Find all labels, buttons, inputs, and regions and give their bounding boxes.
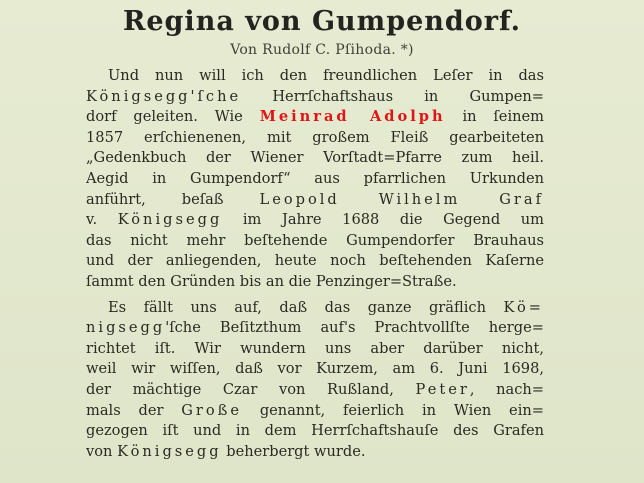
text-line: [86, 380, 544, 401]
text-run: Und nun will ich den freundlichen Leſer in das: [108, 67, 544, 84]
spaced-name: Peter: [415, 380, 470, 398]
text-run: , nach=: [469, 380, 544, 398]
highlighted-name: Meinrad Adolph: [259, 108, 446, 126]
text-run: „Gedenkbuch der Wiener Vorſtadt=Pfarre zum heil.: [86, 149, 544, 167]
text-line: [86, 128, 544, 149]
text-run: anführt, beſaß: [86, 190, 260, 208]
text-line: [86, 107, 544, 128]
text-line: [86, 359, 544, 380]
text-line: [86, 66, 544, 87]
text-line: [86, 87, 544, 108]
text-run: und der anliegenden, heute noch beſtehenden Kaſerne: [86, 252, 544, 270]
text-line: [86, 318, 544, 339]
text-run: Aegid in Gumpendorf“ aus pfarrlichen Urkunden: [86, 169, 544, 187]
text-line: [86, 421, 544, 442]
article-title: Regina von Gumpendorf.: [122, 6, 522, 37]
text-run: von: [86, 442, 118, 460]
text-line: [86, 169, 544, 190]
text-run: genannt, feierlich in Wien ein=: [242, 401, 544, 419]
text-run: ſammt den Gründen bis an die Penzinger=Straße.: [86, 272, 457, 290]
text-run: mals der: [86, 401, 182, 419]
text-run: gezogen iſt und in dem Herrſchaftshauſe des Grafen: [86, 422, 544, 440]
text-run: im Jahre 1688 die Gegend um: [222, 211, 544, 229]
text-run: richtet iſt. Wir wundern uns aber darüber nicht,: [86, 339, 544, 357]
text-line: [86, 442, 544, 463]
text-run: beherbergt wurde.: [221, 442, 366, 460]
text-run: weil wir wiſſen, daß vor Kurzem, am 6. Juni 1698,: [86, 360, 544, 378]
text-line: [86, 401, 544, 422]
text-line: [86, 231, 544, 252]
article-body: [86, 66, 544, 462]
text-run: Herrſchaftshaus in Gumpen=: [241, 87, 544, 105]
text-line: [86, 148, 544, 169]
text-run: das nicht mehr beſtehende Gumpendorfer Brauhaus: [86, 231, 544, 249]
spaced-name: Leopold Wilhelm Graf: [259, 190, 544, 208]
spaced-name: Königsegg: [117, 211, 223, 229]
text-line: [86, 190, 544, 211]
text-line: [86, 298, 544, 319]
spaced-name: Kö=: [503, 298, 544, 316]
text-run: der mächtige Czar von Rußland,: [86, 380, 416, 398]
text-line: [86, 339, 544, 360]
text-line: [86, 272, 544, 293]
text-run: 1857 erſchienenen, mit großem Fleiß gearbeiteten: [86, 128, 544, 146]
text-run: 'ſche Beſitzthum auf's Prachtvollſte herge=: [165, 319, 544, 337]
spaced-name: nigsegg: [86, 319, 166, 337]
text-line: [86, 210, 544, 231]
spaced-name: Königsegg'ſche: [86, 87, 242, 105]
spaced-name: Königsegg: [117, 442, 222, 460]
text-run: dorf geleiten. Wie: [86, 108, 260, 126]
article-byline: Von Rudolf C. Pſihoda. *): [230, 42, 414, 58]
text-run: in ſeinem: [445, 108, 544, 126]
text-line: [86, 251, 544, 272]
spaced-name: Große: [181, 401, 243, 419]
text-run: Es fällt uns auf, daß das ganze gräflich: [108, 298, 504, 316]
text-run: v.: [86, 211, 118, 229]
